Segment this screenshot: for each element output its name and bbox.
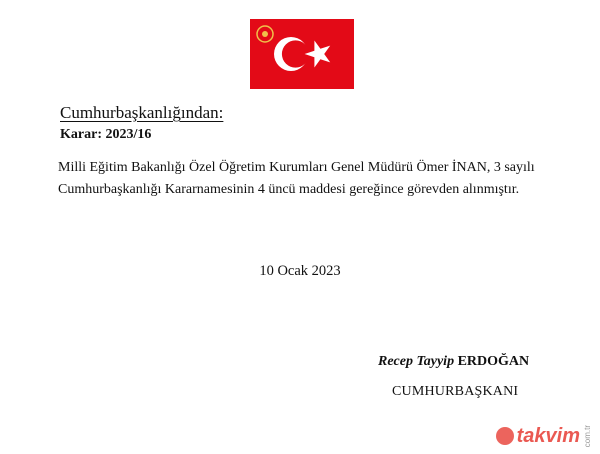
decision-body xyxy=(58,157,548,201)
signer-surname: ERDOĞAN xyxy=(457,354,530,369)
takvim-watermark xyxy=(496,424,592,448)
decision-body-line-2: Cumhurbaşkanlığı Kararnamesinin 4 üncü maddesi gereğince görevden alınmıştır. xyxy=(58,182,520,197)
watermark-brand: takvim xyxy=(516,424,580,447)
decision-date: 10 Ocak 2023 xyxy=(259,263,341,279)
takvim-logo-icon xyxy=(496,427,514,445)
signer-title: CUMHURBAŞKANI xyxy=(392,384,519,399)
decision-number: Karar: 2023/16 xyxy=(60,127,152,142)
signer-name xyxy=(378,354,529,370)
watermark-domain: com.tr xyxy=(583,424,592,448)
turkish-flag-icon xyxy=(250,19,354,89)
document-heading: Cumhurbaşkanlığından: xyxy=(60,103,224,122)
presidential-seal-sun xyxy=(262,31,268,37)
decision-body-line-1: Milli Eğitim Bakanlığı Özel Öğretim Kurumları Genel Müdürü Ömer İNAN, 3 sayılı xyxy=(58,160,535,175)
signer-given-name: Recep Tayyip xyxy=(378,354,455,369)
